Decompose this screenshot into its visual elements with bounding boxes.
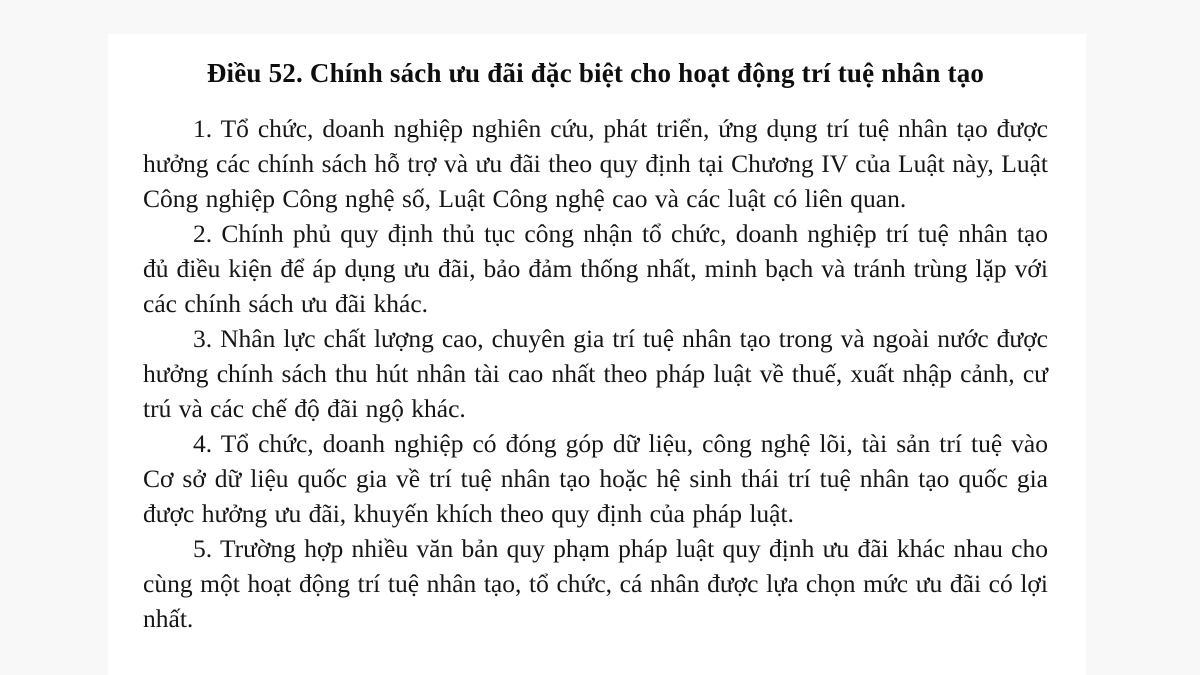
document-content [108,34,1086,636]
article-clause-2: 2. Chính phủ quy định thủ tục công nhận tổ chức, doanh nghiệp trí tuệ nhân tạo đủ điều kiện để áp dụng ưu đãi, bảo đảm thống nhất, minh bạch và tránh trùng lặp với các chính sách ưu đãi khác. [143,219,1048,318]
article-title: Điều 52. Chính sách ưu đãi đặc biệt cho hoạt động trí tuệ nhân tạo [206,58,985,88]
article-clause-1: 1. Tổ chức, doanh nghiệp nghiên cứu, phát triển, ứng dụng trí tuệ nhân tạo được hưởng các chính sách hỗ trợ và ưu đãi theo quy định tại Chương IV của Luật này, Luật Công nghiệp Công nghệ số, Luật Công nghệ cao và các luật có liên quan. [143,114,1048,213]
document-page [108,34,1086,675]
article-clause-4: 4. Tổ chức, doanh nghiệp có đóng góp dữ liệu, công nghệ lõi, tài sản trí tuệ vào Cơ sở dữ liệu quốc gia về trí tuệ nhân tạo hoặc hệ sinh thái trí tuệ nhân tạo quốc gia được hưởng ưu đãi, khuyến khích theo quy định của pháp luật. [143,429,1048,528]
article-clause-3: 3. Nhân lực chất lượng cao, chuyên gia trí tuệ nhân tạo trong và ngoài nước được hưởng chính sách thu hút nhân tài cao nhất theo pháp luật về thuế, xuất nhập cảnh, cư trú và các chế độ đãi ngộ khác. [143,324,1048,423]
article-clause-5: 5. Trường hợp nhiều văn bản quy phạm pháp luật quy định ưu đãi khác nhau cho cùng một hoạt động trí tuệ nhân tạo, tổ chức, cá nhân được lựa chọn mức ưu đãi có lợi nhất. [143,534,1048,633]
